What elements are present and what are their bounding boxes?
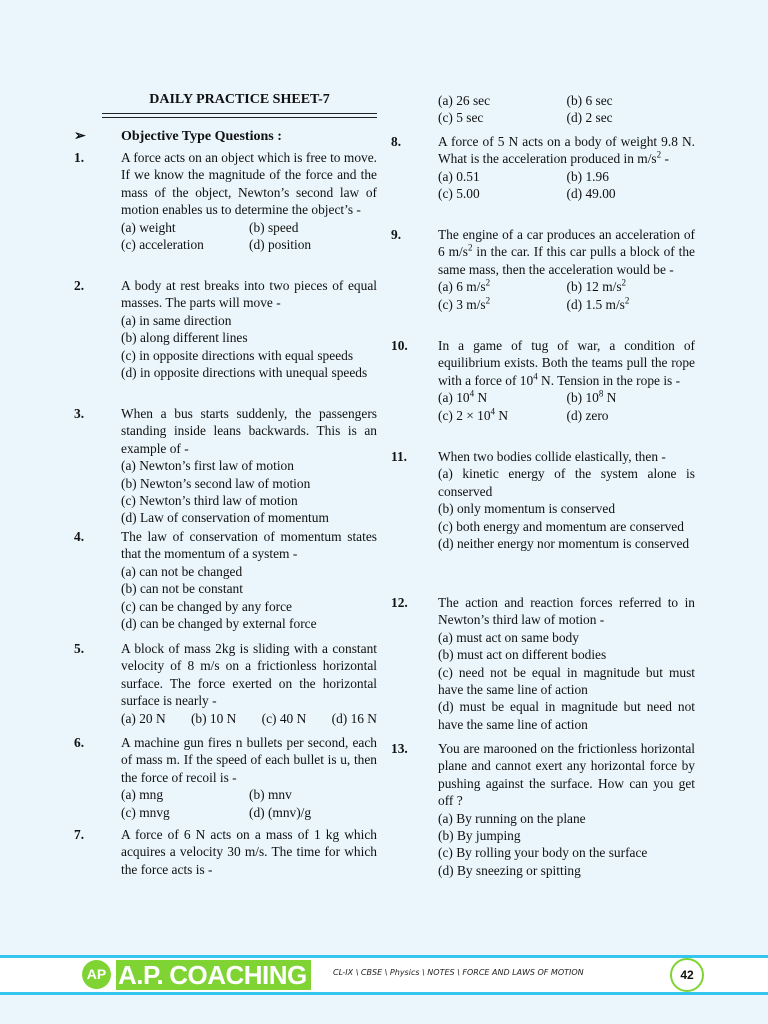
option-a: (a) $10^4$ N [438,388,488,406]
brand-name: A.P. COACHING [116,958,311,992]
question-number: 13. [391,741,408,756]
option-d: (d) 16 N [331,710,377,726]
question-5 [74,640,377,727]
question-text: A force acts on an object which is free to move. If we know the magnitude of the force and the mass of the object, Newton’s second law of motion enables us to determine the object’s - [121,150,377,218]
option-d: (d) 1.5 $m/s^2$ [566,295,630,312]
question-text: The law of conservation of momentum states that the momentum of a system - [121,529,377,562]
option-b: (b) By jumping [438,828,521,844]
question-number: 3. [74,406,85,421]
question-8 [391,133,695,203]
footer-bar [0,955,768,995]
option-a: (a) kinetic energy of the system alone is conserved [438,466,695,499]
question-text: The engine of a car produces an acceleration of 6 $m/s^2$ in the car. If this car pulls a block of the same mass, then the acceleration would be - [438,227,695,277]
option-d: (d) position [249,237,312,253]
option-c: (c) 5.00 [438,186,480,202]
question-1 [74,149,377,253]
question-number: 8. [391,134,402,149]
option-c: (c) 5 sec [438,110,484,126]
question-text: A body at rest breaks into two pieces of equal masses. The parts will move - [121,278,377,311]
page-number: 42 [670,958,704,992]
question-number: 9. [391,227,402,242]
question-number: 6. [74,735,85,750]
question-text: The action and reaction forces referred to in Newton’s third law of motion - [438,595,695,628]
question-7-options [391,92,695,127]
question-number: 4. [74,529,85,544]
option-c: (c) both energy and momentum are conserved [438,518,684,534]
question-text: A block of mass 2kg is sliding with a constant velocity of 8 m/s on a frictionless horizontal surface. The force exerted on the horizontal surface is nearly - [121,641,377,709]
question-12 [391,594,695,733]
option-d: (d) 2 sec [566,110,613,126]
option-d: (d) By sneezing or spitting [438,862,581,878]
question-9 [391,226,695,313]
option-b: (b) 10 N [190,710,237,726]
option-c: (c) mnvg [121,804,170,820]
option-d: (d) must be equal in magnitude but need not have the same line of action [438,699,695,732]
question-4 [74,528,377,632]
option-d: (d) zero [566,407,609,423]
option-b: (b) only momentum is conserved [438,501,616,517]
sheet-title: DAILY PRACTICE SHEET-7 [149,92,330,107]
option-d: (d) neither energy nor momentum is conserved [438,536,690,552]
question-text: When a bus starts suddenly, the passengers standing inside leans backwards. This is an example of - [121,406,377,456]
option-a: (a) in same direction [121,312,232,328]
option-b: (b) Newton’s second law of motion [121,475,311,491]
question-number: 11. [391,449,407,464]
question-text: A force of 6 N acts on a mass of 1 kg which acquires a velocity 30 m/s. The time for which the force acts is - [121,827,377,877]
option-a: (a) can not be changed [121,563,243,579]
question-text: When two bodies collide elastically, then - [438,449,666,464]
breadcrumb: CL-IX \ CBSE \ Physics \ NOTES \ FORCE AND LAWS OF MOTION [333,968,584,977]
option-b: (b) $10^8$ N [566,388,617,406]
option-b: (b) mnv [249,787,292,803]
question-number: 5. [74,641,85,656]
question-number: 1. [74,150,85,165]
question-3 [74,405,377,527]
question-6 [74,734,377,821]
option-a: (a) mng [121,787,164,803]
question-13 [391,740,695,879]
option-c: (c) 40 N [261,710,307,726]
question-number: 10. [391,338,408,353]
option-d: (d) 49.00 [566,186,616,202]
option-c: (c) in opposite directions with equal speeds [121,347,354,363]
question-10 [391,337,695,424]
option-d: (d) Law of conservation of momentum [121,510,329,526]
question-text: A machine gun fires n bullets per second, each of mass m. If the speed of each bullet is u, then the force of recoil is - [121,735,377,785]
option-a: (a) 6 $m/s^2$ [438,277,491,295]
option-c: (c) Newton’s third law of motion [121,493,298,509]
title-rule [102,117,377,118]
option-a: (a) 26 sec [438,93,491,108]
section-heading: ➢ Objective Type Questions : [74,129,282,144]
option-b: (b) can not be constant [121,581,243,597]
option-b: (b) 12 $m/s^2$ [566,277,627,295]
question-text: In a game of tug of war, a condition of equilibrium exists. Both the teams pull the rope with a force of $10^4$ N. Tension in the rope is - [438,338,695,388]
question-number: 12. [391,595,408,610]
question-text: You are marooned on the frictionless horizontal plane and cannot exert any horizontal force by pushing against the surface. How can you get off ? [438,741,695,809]
option-b: (b) 6 sec [566,93,613,108]
option-c: (c) $2 \times 10^4$ N [438,406,509,423]
question-7 [74,826,377,878]
option-b: (b) must act on different bodies [438,647,607,663]
option-a: (a) Newton’s first law of motion [121,458,294,474]
option-c: (c) 3 $m/s^2$ [438,295,491,312]
title-rule [102,113,377,114]
question-number: 7. [74,827,85,842]
option-d: (d) can be changed by external force [121,616,317,632]
arrow-bullet-icon: ➢ [74,129,86,144]
option-b: (b) speed [249,219,299,235]
option-a: (a) By running on the plane [438,810,586,826]
option-a: (a) 0.51 [438,168,480,184]
option-a: (a) 20 N [121,710,166,726]
ap-logo-icon: AP [82,960,111,989]
option-c: (c) can be changed by any force [121,598,293,614]
question-text: A force of 5 N acts on a body of weight 9.8 N. What is the acceleration produced in $m/s^2$ - [438,134,695,167]
option-c: (c) By rolling your body on the surface [438,845,648,861]
option-a: (a) weight [121,219,176,235]
option-d: (d) in opposite directions with unequal speeds [121,365,368,381]
option-a: (a) must act on same body [438,629,579,645]
question-11 [391,448,695,552]
question-2 [74,277,377,381]
option-d: (d) (mnv)/g [249,804,312,820]
option-b: (b) 1.96 [566,168,609,184]
option-c: (c) need not be equal in magnitude but must have the same line of action [438,664,695,698]
option-b: (b) along different lines [121,330,248,346]
option-c: (c) acceleration [121,237,204,253]
question-number: 2. [74,278,85,293]
